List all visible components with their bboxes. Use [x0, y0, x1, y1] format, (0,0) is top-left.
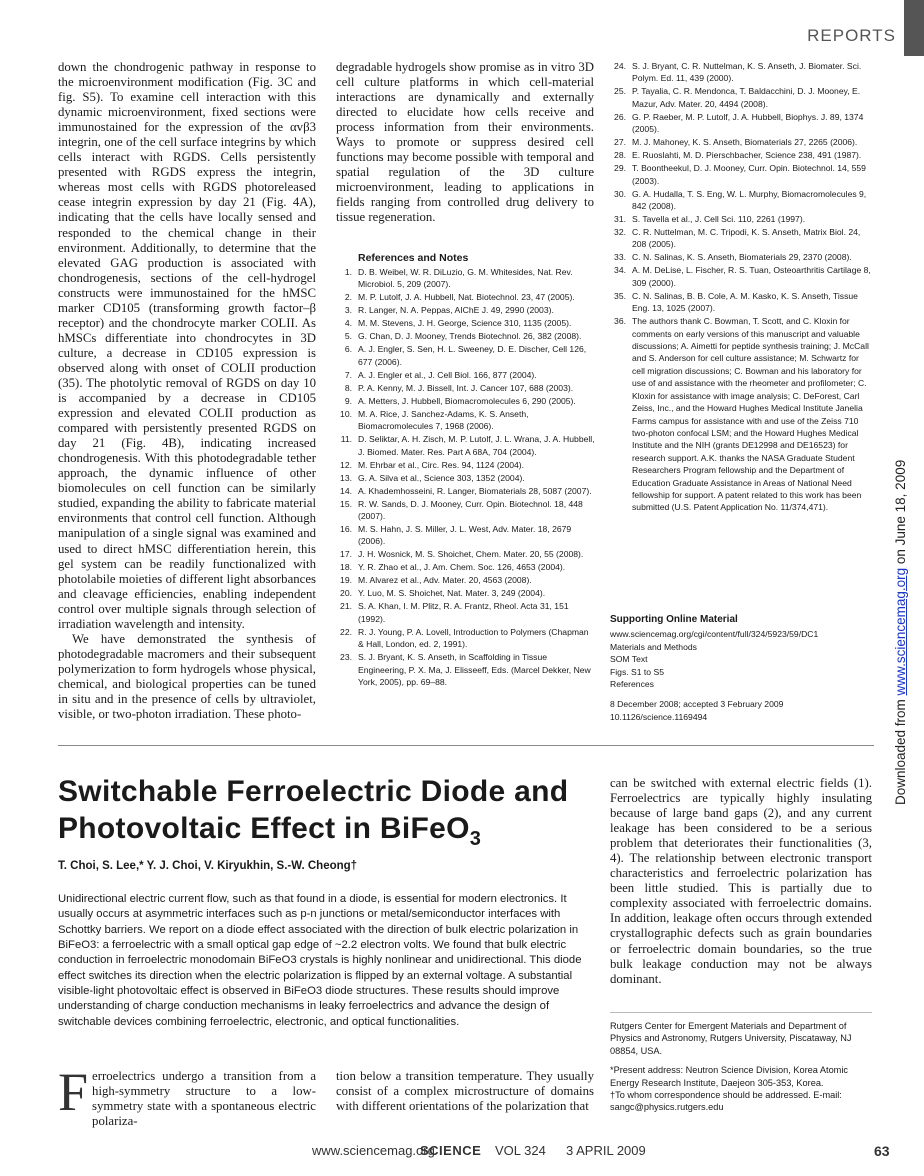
reference-text: G. P. Raeber, M. P. Lutolf, J. A. Hubbell, Biophys. J. 89, 1374 (2005). [632, 111, 864, 135]
reference-item [610, 264, 872, 289]
reference-text: R. Langer, N. A. Peppas, AIChE J. 49, 2990 (2003). [358, 305, 554, 316]
reference-text: A. M. DeLise, L. Fischer, R. S. Tuan, Osteoarthritis Cartilage 8, 309 (2000). [632, 265, 871, 288]
drop-cap: F [58, 1062, 89, 1122]
footer-volume: VOL 324 [495, 1143, 546, 1158]
reference-item [336, 600, 596, 625]
present-address-note: *Present address: Neutron Science Division, Korea Atomic Energy Research Institute, Daejeon 305-353, Korea. [610, 1065, 848, 1088]
reference-text: The authors thank C. Bowman, T. Scott, and C. Kloxin for comments on early versions of this manuscript and valuable discussions; A. Aimetti for peptide synthesis training; J. McCall and S. Anderson for cell culture assistance; M. Schwartz for cell migration discussions; C. Bowman and his laboratory for use of and assistance with the rheometer and profilometer; C. Kloxin for assistance with image analysis; C. DeForest, Carl Zeiss, Inc., and the Howard Hughes Medical Institute Janelia Farms campus for assistance with and use of the Zeiss 710 two-photon confocal LSM; and the Howard Hughes Medical Institute and the NIH (grants DE12998 and DE16523) for research support. A.K. thanks the NASA Graduate Student Researchers Program fellowship and the Department of Education Graduate Assistance in Areas of National Need fellowship for support. A patent related to this work has been submitted (U.S. Patent Application No. 11/374,471). [632, 316, 869, 513]
reference-text: G. A. Hudalla, T. S. Eng, W. L. Murphy, Biomacromolecules 9, 842 (2008). [632, 188, 867, 212]
title-subscript: 3 [469, 828, 482, 850]
reference-number: 10. [340, 408, 352, 419]
reference-text: J. H. Wosnick, M. S. Shoichet, Chem. Mater. 20, 55 (2008). [358, 549, 584, 560]
reference-text: Y. Luo, M. S. Shoichet, Nat. Mater. 3, 249 (2004). [358, 588, 546, 599]
title-line-1: Switchable Ferroelectric Diode and [58, 775, 569, 808]
reference-item [610, 111, 872, 136]
reference-text: M. Alvarez et al., Adv. Mater. 20, 4563 (2008). [358, 575, 532, 586]
reference-number: 11. [340, 434, 352, 445]
reference-number: 7. [344, 369, 352, 380]
reference-item [610, 149, 872, 161]
reference-text: R. W. Sands, D. J. Mooney, Curr. Opin. Biotechnol. 18, 448 (2007). [358, 498, 583, 522]
affiliations [610, 1020, 872, 1114]
reference-text: P. Tayalia, C. R. Mendonca, T. Baldacchini, D. J. Mooney, E. Mazur, Adv. Mater. 20, 4494 (2008). [632, 86, 861, 109]
reference-item [336, 266, 596, 291]
reference-number: 13. [340, 472, 352, 483]
reference-text: Y. R. Zhao et al., J. Am. Chem. Soc. 126, 4653 (2004). [358, 562, 566, 573]
reference-text: S. Tavella et al., J. Cell Sci. 110, 2261 (1997). [632, 214, 806, 225]
reference-item [610, 213, 872, 225]
reference-number: 4. [344, 318, 352, 329]
reference-item [336, 304, 596, 316]
reference-number: 16. [340, 524, 352, 535]
reference-item [610, 188, 872, 213]
reference-number: 1. [344, 267, 352, 277]
previous-article-column-1 [58, 60, 316, 722]
reference-number: 26. [614, 111, 626, 122]
reference-item [336, 317, 596, 329]
reference-number: 27. [614, 137, 626, 148]
reference-item [336, 459, 596, 471]
reference-text: A. Metters, J. Hubbell, Biomacromolecules 6, 290 (2005). [358, 395, 576, 406]
references-list-b [610, 60, 872, 514]
reference-number: 14. [340, 485, 352, 496]
reference-item [610, 60, 872, 85]
page-number: 63 [874, 1143, 890, 1159]
reference-number: 31. [614, 214, 626, 225]
received-dates: 8 December 2008; accepted 3 February 2009 [610, 699, 784, 710]
reference-text: A. Khademhosseini, R. Langer, Biomaterials 28, 5087 (2007). [358, 485, 592, 496]
reference-item [336, 369, 596, 381]
reference-item [336, 587, 596, 599]
reference-text: M. P. Lutolf, J. A. Hubbell, Nat. Biotechnol. 23, 47 (2005). [358, 292, 575, 303]
reference-text: T. Boontheekul, D. J. Mooney, Curr. Opin. Biotechnol. 14, 559 (2003). [632, 163, 866, 186]
reference-item [336, 382, 596, 394]
reference-item [610, 251, 872, 263]
abstract: Unidirectional electric current flow, such as that found in a diode, is essential for modern electronics. It usually occurs at asymmetric interfaces such as p-n junctions or metal/semiconductor interfaces with Schottky barriers. We report on a diode effect associated with the direction of bulk electric polarization in BiFeO3: a ferroelectric with a small optical gap edge of ~2.2 electron volts. We found that bulk electric conduction in ferroelectric monodomain BiFeO3 crystals is highly nonlinear and unidirectional. This diode effect switches its direction when the electric polarization is flipped by an external voltage. A substantial visible-light photovoltaic effect is observed in BiFeO3 diode structures. These results should improve understanding of charge conduction mechanisms in leaky ferroelectrics and advance the design of switchable devices combining ferroelectric, electronic, and optical functionalities. [58, 893, 582, 1028]
som-item: References [610, 679, 654, 690]
download-suffix: on June 18, 2009 [893, 459, 908, 568]
reference-text: E. Ruoslahti, M. D. Pierschbacher, Science 238, 491 (1987). [632, 150, 862, 161]
reference-number: 35. [614, 290, 626, 301]
reference-number: 5. [344, 331, 352, 342]
reference-item [336, 433, 596, 458]
reference-text: C. N. Salinas, B. B. Cole, A. M. Kasko, K. S. Anseth, Tissue Eng. 13, 1025 (2007). [632, 290, 858, 314]
affiliation-divider [610, 1012, 872, 1013]
reference-number: 8. [344, 382, 352, 393]
reference-item [336, 548, 596, 560]
reference-item [336, 291, 596, 303]
reference-number: 2. [344, 292, 352, 303]
reference-number: 15. [340, 498, 352, 509]
reference-number: 3. [344, 305, 352, 316]
reference-item [610, 290, 872, 315]
som-heading: Supporting Online Material [610, 614, 738, 625]
reference-text: C. R. Nuttelman, M. C. Tripodi, K. S. Anseth, Matrix Biol. 24, 208 (2005). [632, 227, 861, 250]
reference-text: C. N. Salinas, K. S. Anseth, Biomaterials 29, 2370 (2008). [632, 252, 852, 263]
reference-number: 29. [614, 163, 626, 174]
reference-number: 23. [340, 652, 352, 663]
reference-number: 19. [340, 575, 352, 586]
reference-item [336, 485, 596, 497]
reference-item [336, 574, 596, 586]
reference-item [336, 498, 596, 523]
footer-date: 3 APRIL 2009 [566, 1143, 646, 1158]
reference-item [336, 395, 596, 407]
reference-text: S. A. Khan, I. M. Plitz, R. A. Frantz, Rheol. Acta 31, 151 (1992). [358, 601, 569, 624]
reference-text: G. A. Silva et al., Science 303, 1352 (2004). [358, 472, 525, 483]
reference-number: 32. [614, 227, 626, 238]
reference-text: A. J. Engler, S. Sen, H. L. Sweeney, D. E. Discher, Cell 126, 677 (2006). [358, 344, 587, 367]
reference-number: 21. [340, 601, 352, 612]
som-item: Figs. S1 to S5 [610, 666, 664, 677]
reference-text: D. B. Weibel, W. R. DiLuzio, G. M. Whitesides, Nat. Rev. Microbiol. 5, 209 (2007). [358, 267, 573, 290]
sciencemag-link[interactable]: www.sciencemag.org [893, 567, 908, 696]
footer-journal: SCIENCE [420, 1143, 482, 1158]
reference-item [336, 626, 596, 651]
reference-number: 9. [344, 395, 352, 406]
article-body-column-3: can be switched with external electric fields (1). Ferroelectrics are typically highly insulating because of large band gaps (2), and any current leakage has been considered to be a serious problem that deteriorates their functionalities (3, 4). The relationship between electronic transport characteristics and ferroelectric polarization has been little studied. This is partially due to complexity associated with ferroelectric domains. In addition, leakage often occurs through extended crystallographic defects such as grain boundaries or ferroelectric domain boundaries, so the true bulk leakage conduction may not be always dominant. [610, 776, 872, 986]
reference-item [336, 472, 596, 484]
som-url[interactable]: www.sciencemag.org/cgi/content/full/324/5923/59/DC1 [610, 629, 819, 640]
article-divider [58, 745, 874, 746]
reference-item [336, 523, 596, 548]
reference-item [610, 85, 872, 110]
article-body-column-2: tion below a transition temperature. They usually consist of a complex microstructure of domains with different orientations of the polarization that [336, 1069, 594, 1114]
reference-number: 36. [614, 316, 626, 327]
body-paragraph: degradable hydrogels show promise as in vitro 3D cell culture platforms in which cell-material interactions are dynamically and externally directed to elucidate how cells receive and process information from their environments. Ways to promote or suppress desired cell functions may become possible with temporal and spatial regulation of the 3D culture microenvironment, leading to applications in fields ranging from controlled drug delivery to tissue regeneration. [336, 60, 594, 225]
reference-number: 33. [614, 252, 626, 263]
article-title [58, 773, 588, 858]
reference-number: 34. [614, 265, 626, 276]
reference-item [610, 315, 872, 514]
reference-number: 6. [344, 344, 352, 355]
reference-number: 28. [614, 150, 626, 161]
reference-item [336, 561, 596, 573]
reference-item [336, 408, 596, 433]
section-color-bar [904, 0, 924, 56]
section-label: REPORTS [807, 26, 896, 45]
reference-item [610, 226, 872, 251]
reference-number: 20. [340, 588, 352, 599]
reference-item [610, 136, 872, 148]
reference-text: M. A. Rice, J. Sanchez-Adams, K. S. Anseth, Biomacromolecules 7, 1968 (2006). [358, 408, 529, 432]
reference-number: 18. [340, 562, 352, 573]
references-heading: References and Notes [358, 252, 469, 264]
reference-item [336, 343, 596, 368]
supporting-online-material [610, 614, 872, 723]
footer-site[interactable]: www.sciencemag.org [312, 1143, 435, 1158]
reference-text: D. Seliktar, A. H. Zisch, M. P. Lutolf, J. L. Wrana, J. A. Hubbell, J. Biomed. Mater. Res. Part A 68A, 704 (2004). [358, 434, 595, 457]
author-list: T. Choi, S. Lee,* Y. J. Choi, V. Kiryukhin, S.-W. Cheong† [58, 860, 358, 872]
reference-number: 12. [340, 459, 352, 470]
doi: 10.1126/science.1169494 [610, 711, 708, 722]
title-line-2: Photovoltaic Effect in BiFeO [58, 812, 470, 845]
reference-item [336, 330, 596, 342]
body-paragraph: down the chondrogenic pathway in response to the microenvironment modification (Fig. 3C and fig. S5). To examine cell interaction with this dynamic microenvironment, fixed sections were immunostained for the expression of the αvβ3 integrin, one of the cell surface integrins by which cells interact with RGDS. Cells persistently presented with RGDS express the integrin, whereas most cells with RGDS photoreleased cease integrin expression by day 21 (Fig. 4A), indicating that the cells have locally sensed and responded to the chemical change in their environment. Additionally, to determine that the elevated GAG production is associated with chondrogenesis, sections of the cell-hydrogel constructs were immunostained for the hMSC marker CD105 (transforming growth factor–β receptor) and the chondrocyte marker COLII. As hMSCs differentiate into chondrocytes in 3D culture, a decrease in CD105 expression is observed along with onset of COLII production (35). The photolytic removal of RGDS on day 10 is accompanied by a decrease in CD105 expression and elevated COLII production as compared with persistently presented RGDS on day 21 (Fig. 4B), indicating increased chondrogenesis. With this photodegradable tether approach, the dynamic influence of other biomolecules on cell function can be similarly studied, expanding the ability to fabricate material environments that control cell function. Although manipulation of a single signal was examined and used to direct hMSC differentiation herein, this gel system can be readily functionalized with photolabile moieties of different light absorbances and cleavage efficiencies, enabling independent control over multiple signals through selection of irradiation wavelength and intensity. [58, 60, 316, 631]
references-list-a [336, 266, 596, 689]
reference-text: M. S. Hahn, J. S. Miller, J. L. West, Adv. Mater. 18, 2679 (2006). [358, 524, 572, 547]
correspondence-note: †To whom correspondence should be addressed. E-mail: sangc@physics.rutgers.edu [610, 1090, 842, 1113]
reference-text: M. J. Mahoney, K. S. Anseth, Biomaterials 27, 2265 (2006). [632, 137, 858, 148]
reference-text: M. Ehrbar et al., Circ. Res. 94, 1124 (2004). [358, 459, 525, 470]
body-paragraph: We have demonstrated the synthesis of photodegradable macromers and their subsequent polymerization to form hydrogels whose physical, chemical, and biological properties can be tuned in situ and in the presence of cells by ultraviolet, visible, or two-photon irradiation. These photo- [58, 631, 316, 722]
reference-text: R. J. Young, P. A. Lovell, Introduction to Polymers (Chapman & Hall, London, ed. 2, 1991). [358, 626, 589, 650]
download-prefix: Downloaded from [893, 695, 908, 805]
body-text: erroelectrics undergo a transition from a high-symmetry structure to a low-symmetry state with a spontaneous electric polariza- [92, 1069, 316, 1129]
reference-item [336, 651, 596, 688]
article-body-column-1 [58, 1062, 316, 1129]
som-item: Materials and Methods [610, 641, 697, 652]
som-item: SOM Text [610, 654, 648, 665]
reference-text: S. J. Bryant, C. R. Nuttelman, K. S. Anseth, J. Biomater. Sci. Polym. Ed. 11, 439 (2000). [632, 61, 862, 84]
reference-number: 30. [614, 188, 626, 199]
reference-text: A. J. Engler et al., J. Cell Biol. 166, 877 (2004). [358, 369, 537, 380]
reference-item [610, 162, 872, 187]
affiliation: Rutgers Center for Emergent Materials and Department of Physics and Astronomy, Rutgers University, Piscataway, NJ 08854, USA. [610, 1021, 852, 1056]
reference-number: 22. [340, 626, 352, 637]
reference-text: P. A. Kenny, M. J. Bissell, Int. J. Cancer 107, 688 (2003). [358, 382, 574, 393]
previous-article-column-2 [336, 60, 594, 226]
reference-text: M. M. Stevens, J. H. George, Science 310, 1135 (2005). [358, 318, 572, 329]
reference-text: G. Chan, D. J. Mooney, Trends Biotechnol. 26, 382 (2008). [358, 331, 582, 342]
reference-text: S. J. Bryant, K. S. Anseth, in Scaffolding in Tissue Engineering, P. X. Ma, J. Elisseeff, Eds. (Marcel Dekker, New York, 2005), pp. 69–88. [358, 652, 591, 688]
reference-number: 17. [340, 549, 352, 560]
reference-number: 24. [614, 61, 626, 71]
reference-number: 25. [614, 86, 626, 97]
